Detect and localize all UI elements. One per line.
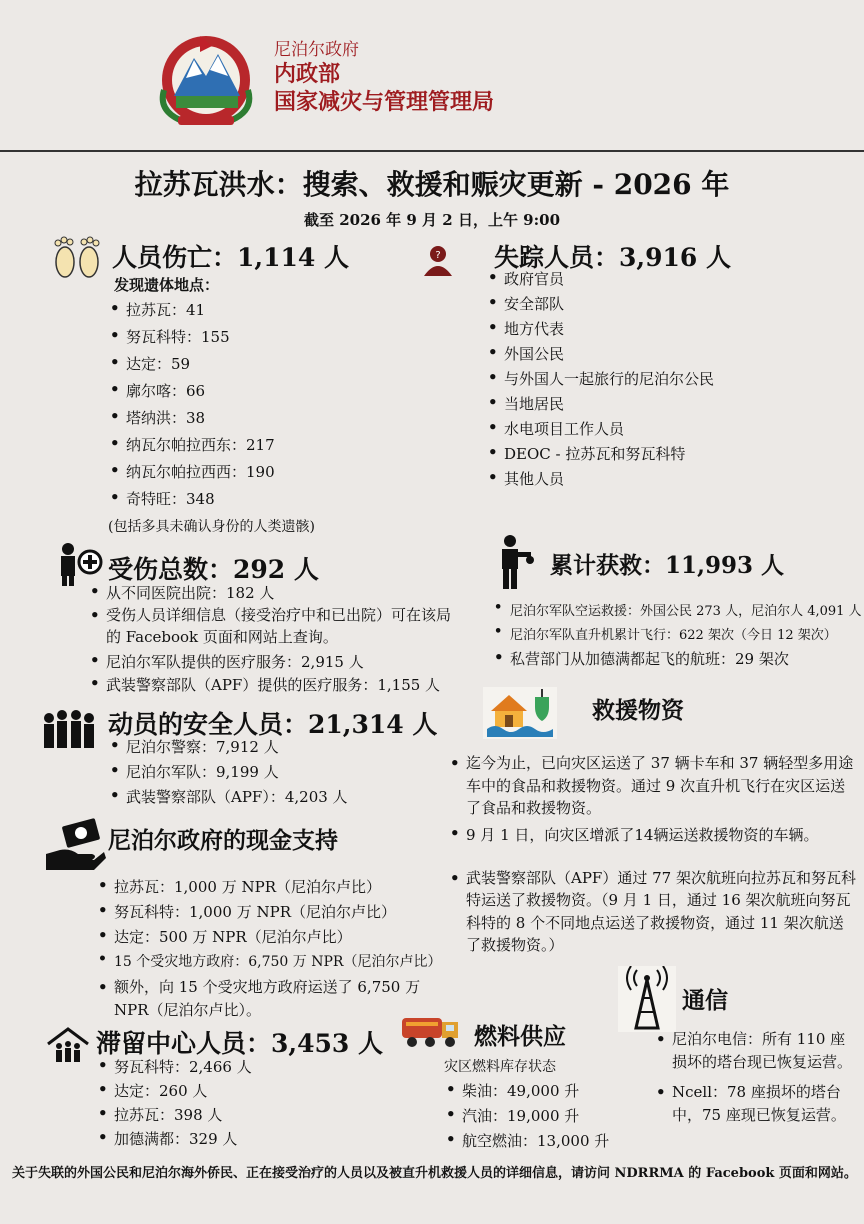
list-item: • Ncell：78 座损坏的塔台中，75 座现已恢复运营。 bbox=[654, 1081, 858, 1126]
deaths-heading: 人员伤亡：1,114 人 bbox=[112, 243, 349, 272]
tower-icon bbox=[618, 966, 676, 1032]
footer-note: 关于失联的外国公民和尼泊尔海外侨民、正在接受治疗的人员以及被直升机救援人员的详细信息，请访问 NDRRMA 的 Facebook 页面和网站。 bbox=[12, 1166, 857, 1181]
missing-person-icon bbox=[420, 242, 456, 278]
list-item: • 武装警察部队（APF）提供的医疗服务：1,155 人 bbox=[88, 674, 458, 695]
list-item: • 15 个受灾地方政府：6,750 万 NPR（尼泊尔卢比） bbox=[96, 951, 446, 976]
list-item: • 廓尔喀：66 bbox=[108, 380, 275, 407]
list-item: • 达定：59 bbox=[108, 353, 275, 380]
list-item: • 尼泊尔警察：7,912 人 bbox=[108, 736, 348, 761]
footprints-icon bbox=[50, 232, 104, 280]
list-item: • 达定：260 人 bbox=[96, 1080, 252, 1104]
injured-person-icon bbox=[56, 542, 104, 586]
organization-header bbox=[274, 40, 494, 116]
list-item: • 柴油：49,000 升 bbox=[444, 1080, 609, 1105]
list-item: • 安全部队 bbox=[486, 293, 714, 318]
nepal-emblem-icon bbox=[150, 30, 262, 130]
list-item: • 政府官员 bbox=[486, 268, 714, 293]
cash-list bbox=[96, 876, 446, 1023]
list-item: • 塔纳洪：38 bbox=[108, 407, 275, 434]
list-item: • 外国公民 bbox=[486, 343, 714, 368]
svg-text:?: ? bbox=[435, 250, 441, 261]
list-item: • 武装警察部队（APF）通过 77 架次航班向拉苏瓦和努瓦科特运送了救援物资。（9 月 1 日，通过 16 架次航班向努瓦科特的 8 个不同地点运送了救援物资，通过 11 架次航送了救援物资。） bbox=[448, 867, 856, 957]
list-item: • 其他人员 bbox=[486, 468, 714, 493]
page-subtitle: 截至 2026 年 9 月 2 日，上午 9:00 bbox=[303, 211, 561, 229]
cash-hand-icon bbox=[44, 818, 106, 874]
list-item: • 加德满都：329 人 bbox=[96, 1128, 252, 1152]
list-item: • 尼泊尔电信：所有 110 座损坏的塔台现已恢复运营。 bbox=[654, 1028, 858, 1073]
security-list bbox=[108, 736, 348, 811]
fuel-sublabel: 灾区燃料库存状态 bbox=[444, 1059, 556, 1075]
list-item: • 努瓦科特：1,000 万 NPR（尼泊尔卢比） bbox=[96, 901, 446, 926]
crowd-icon bbox=[40, 708, 98, 754]
list-item: • 努瓦科特：155 bbox=[108, 326, 275, 353]
list-item: • 从不同医院出院：182 人 bbox=[88, 582, 458, 603]
list-item: • 尼泊尔军队：9,199 人 bbox=[108, 761, 348, 786]
list-item: • 地方代表 bbox=[486, 318, 714, 343]
relief-heading: 救援物资 bbox=[592, 697, 684, 724]
shelter-icon bbox=[46, 1026, 90, 1064]
list-item: • 尼泊尔军队提供的医疗服务：2,915 人 bbox=[88, 651, 458, 672]
relief-list bbox=[448, 752, 856, 957]
injured-list bbox=[88, 582, 458, 695]
list-item: • 纳瓦尔帕拉西东：217 bbox=[108, 434, 275, 461]
fuel-heading: 燃料供应 bbox=[474, 1023, 566, 1050]
list-item: • 水电项目工作人员 bbox=[486, 418, 714, 443]
comms-heading: 通信 bbox=[682, 987, 728, 1014]
injured-heading: 受伤总数：292 人 bbox=[108, 555, 319, 584]
fuel-truck-icon bbox=[400, 1010, 462, 1050]
deaths-list bbox=[108, 299, 275, 515]
list-item: • 迄今为止，已向灾区运送了 37 辆卡车和 37 辆轻型多用途车中的食品和救援物资。通过 9 次直升机飞行在灾区运送了食品和救援物资。 bbox=[448, 752, 856, 820]
list-item: • 努瓦科特：2,466 人 bbox=[96, 1056, 252, 1080]
missing-list bbox=[486, 268, 714, 493]
list-item: • 当地居民 bbox=[486, 393, 714, 418]
list-item: • 纳瓦尔帕拉西西：190 bbox=[108, 461, 275, 488]
list-item: • 私营部门从加德满都起飞的航班：29 架次 bbox=[492, 648, 862, 672]
org-authority: 国家减灾与管理管理局 bbox=[274, 89, 495, 115]
list-item: • 达定：500 万 NPR（尼泊尔卢比） bbox=[96, 926, 446, 951]
list-item: • 汽油：19,000 升 bbox=[444, 1105, 609, 1130]
fuel-list bbox=[444, 1080, 609, 1155]
org-ministry: 内政部 bbox=[274, 62, 341, 88]
deaths-sublabel: 发现遗体地点： bbox=[114, 276, 220, 294]
missing-heading: 失踪人员：3,916 人 bbox=[494, 243, 731, 272]
rescued-list bbox=[492, 600, 862, 672]
list-item: • 拉苏瓦：1,000 万 NPR（尼泊尔卢比） bbox=[96, 876, 446, 901]
list-item: • 与外国人一起旅行的尼泊尔公民 bbox=[486, 368, 714, 393]
list-item: • 9 月 1 日，向灾区增派了14辆运送救援物资的车辆。 bbox=[448, 824, 856, 845]
flood-house-icon bbox=[483, 687, 557, 739]
rescuer-icon bbox=[490, 534, 534, 590]
list-item: • 奇特旺：348 bbox=[108, 488, 275, 515]
list-item: • 尼泊尔军队直升机累计飞行：622 架次（今日 12 架次） bbox=[492, 624, 862, 648]
list-item: • DEOC - 拉苏瓦和努瓦科特 bbox=[486, 443, 714, 468]
shelter-heading: 滞留中心人员：3,453 人 bbox=[96, 1029, 383, 1058]
deaths-note: (包括多具未确认身份的人类遗骸) bbox=[108, 519, 315, 535]
list-item: • 拉苏瓦：398 人 bbox=[96, 1104, 252, 1128]
page-title: 拉苏瓦洪水：搜索、救援和赈灾更新 - 2026 年 bbox=[134, 168, 730, 201]
list-item: • 航空燃油：13,000 升 bbox=[444, 1130, 609, 1155]
list-item: • 拉苏瓦：41 bbox=[108, 299, 275, 326]
cash-heading: 尼泊尔政府的现金支持 bbox=[108, 827, 338, 854]
list-item: • 受伤人员详细信息（接受治疗中和已出院）可在该局的 Facebook 页面和网站上查询。 bbox=[88, 605, 458, 649]
list-item: • 尼泊尔军队空运救援：外国公民 273 人，尼泊尔人 4,091 人 bbox=[492, 600, 862, 624]
comms-list bbox=[654, 1028, 858, 1126]
list-item: • 武装警察部队（APF）：4,203 人 bbox=[108, 786, 348, 811]
shelter-list bbox=[96, 1056, 252, 1152]
list-item: • 额外，向 15 个受灾地方政府运送了 6,750 万 NPR（尼泊尔卢比）。 bbox=[96, 976, 446, 1023]
rescued-heading: 累计获救：11,993 人 bbox=[550, 552, 785, 579]
security-heading: 动员的安全人员：21,314 人 bbox=[108, 710, 438, 739]
org-government: 尼泊尔政府 bbox=[274, 40, 359, 60]
header-divider bbox=[0, 150, 864, 152]
